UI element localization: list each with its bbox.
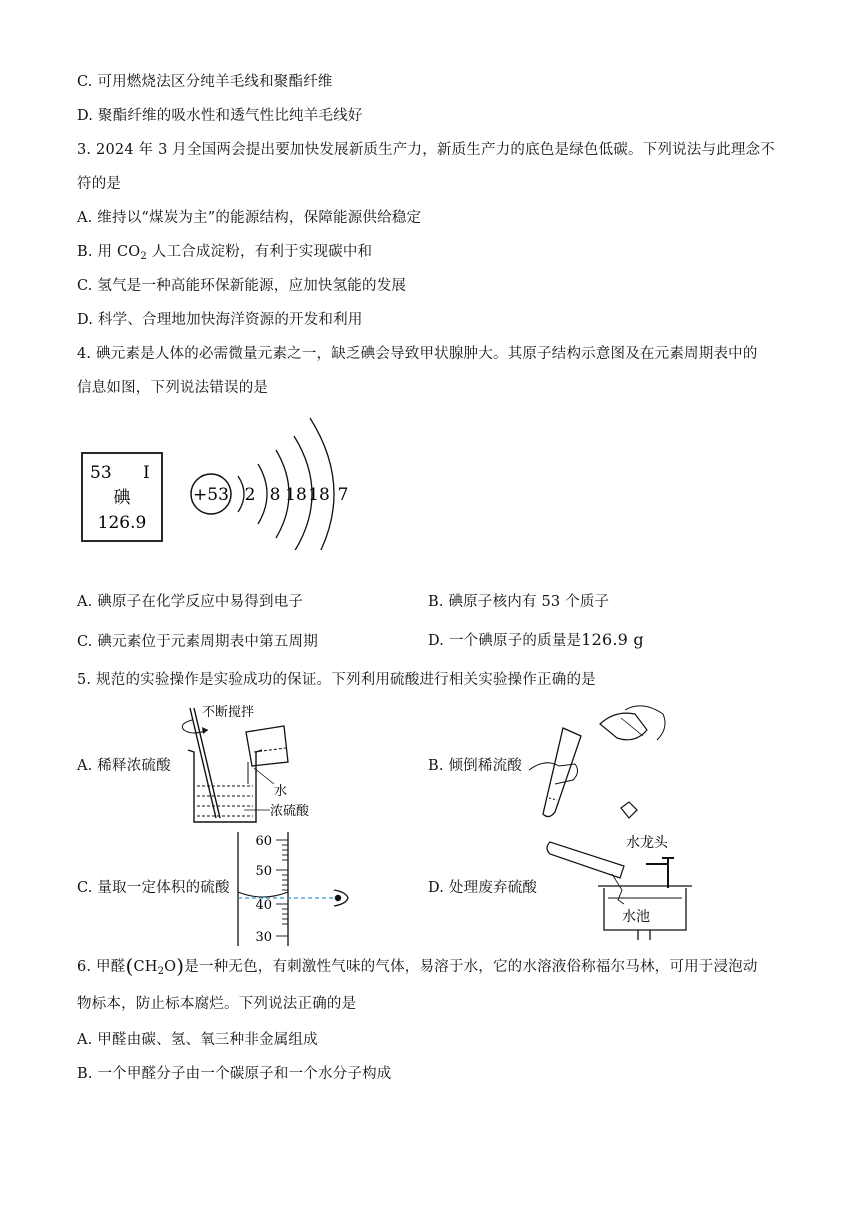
figure-b-pouring [525,700,675,830]
figure-a-diluting [170,700,350,830]
cylinder-tick-60: 60 [255,834,272,849]
q4-stem-line2: 信息如图，下列说法错误的是 [77,380,269,396]
q3-option-c: C. 氢气是一种高能环保新能源，应加快氢能的发展 [77,278,407,294]
shell-electrons-5: 7 [337,485,349,505]
cylinder-tick-40: 40 [255,898,272,913]
cylinder-tick-30: 30 [255,930,272,945]
q4-option-d-text: D. 一个碘原子的质量是 [428,633,582,649]
q4-option-d [428,630,644,651]
reagent-bottle [600,713,647,740]
figure-a-water-label: 水 [274,784,288,799]
q4-option-d-value: 126.9 g [581,630,644,649]
q6-formula-sub: 2 [157,966,165,977]
q3-option-b-sub: 2 [140,251,147,262]
q6-formula-pre: CH [133,959,158,975]
shell-arc-2 [258,464,267,524]
q6-stem-line1: 6. 甲醛$(CH_2O)$是一种无色，有刺激性气味的气体，易溶于水，它的水溶液俗称福尔马林，可用于浸泡动 [77,954,758,978]
q6-option-a: A. 甲醛由碳、氢、氧三种非金属组成 [77,1032,318,1048]
shell-electrons-3: 18 [285,485,307,505]
q3-stem-line1: 3. 2024 年 3 月全国两会提出要加快发展新质生产力，新质生产力的底色是绿色低碳。下列说法与此理念不 [77,142,775,158]
figure-a-stir-label: 不断搅拌 [202,705,255,720]
q6-formula-post: O [164,959,177,975]
q5-stem: 5. 规范的实验操作是实验成功的保证。下列利用硫酸进行相关实验操作正确的是 [77,672,596,688]
q4-option-b: B. 碘原子核内有 53 个质子 [428,594,610,610]
test-tube-b [543,728,581,817]
q3-option-b-pre: B. 用 CO [77,244,141,260]
q3-option-a: A. 维持以“煤炭为主”的能源结构，保障能源供给稳定 [77,210,422,226]
shell-arc-5 [310,418,334,550]
test-tube-d [547,842,624,878]
cylinder-tick-50: 50 [255,864,272,879]
figure-d-disposing [540,830,710,945]
figure-d-basin-label: 水池 [622,909,650,925]
iodine-figure [70,410,370,550]
element-symbol: I [143,463,150,483]
q3-option-b [77,242,372,267]
shell-electrons-1: 2 [244,485,256,505]
q4-stem-line1: 4. 碘元素是人体的必需微量元素之一，缺乏碘会导致甲状腺肿大。其原子结构示意图及在元素周期表中的 [77,346,758,362]
q5-option-c: C. 量取一定体积的硫酸 [77,880,230,896]
hand-pouring [625,706,665,740]
shell-electrons-2: 8 [269,485,281,505]
element-number: 53 [90,463,112,483]
faucet [646,864,668,888]
q6-stem-pre: 6. 甲醛 [77,959,126,975]
bottle-stopper [621,802,637,818]
shell-arc-1 [238,476,244,512]
q2-option-d: D. 聚酯纤维的吸水性和透气性比纯羊毛线好 [77,108,363,124]
meniscus [238,892,288,897]
q4-option-c: C. 碘元素位于元素周期表中第五周期 [77,634,318,650]
nucleus-charge: +53 [193,485,229,505]
q5-option-b: B. 倾倒稀流酸 [428,758,522,774]
figure-c-measuring [230,828,360,948]
figure-a-acid-label: 浓硫酸 [270,804,310,819]
q5-option-a: A. 稀释浓硫酸 [77,758,171,774]
q5-option-d: D. 处理废弃硫酸 [428,880,538,896]
figure-d-tap-label: 水龙头 [626,835,668,851]
q3-option-b-post: 人工合成淀粉，有利于实现碳中和 [146,244,373,260]
q3-option-d: D. 科学、合理地加快海洋资源的开发和利用 [77,312,363,328]
pouring-beaker [246,726,288,766]
q6-option-b: B. 一个甲醛分子由一个碳原子和一个水分子构成 [77,1066,392,1082]
q6-stem-line2: 物标本，防止标本腐烂。下列说法正确的是 [77,996,357,1012]
q6-stem-post: 是一种无色，有刺激性气味的气体，易溶于水，它的水溶液俗称福尔马林，可用于浸泡动 [184,959,758,975]
element-name: 碘 [113,488,131,508]
q4-option-a: A. 碘原子在化学反应中易得到电子 [77,594,304,610]
q2-option-c: C. 可用燃烧法区分纯羊毛线和聚酯纤维 [77,74,333,90]
element-mass: 126.9 [97,513,147,533]
shell-electrons-4: 18 [308,485,330,505]
q3-stem-line2: 符的是 [77,176,122,192]
